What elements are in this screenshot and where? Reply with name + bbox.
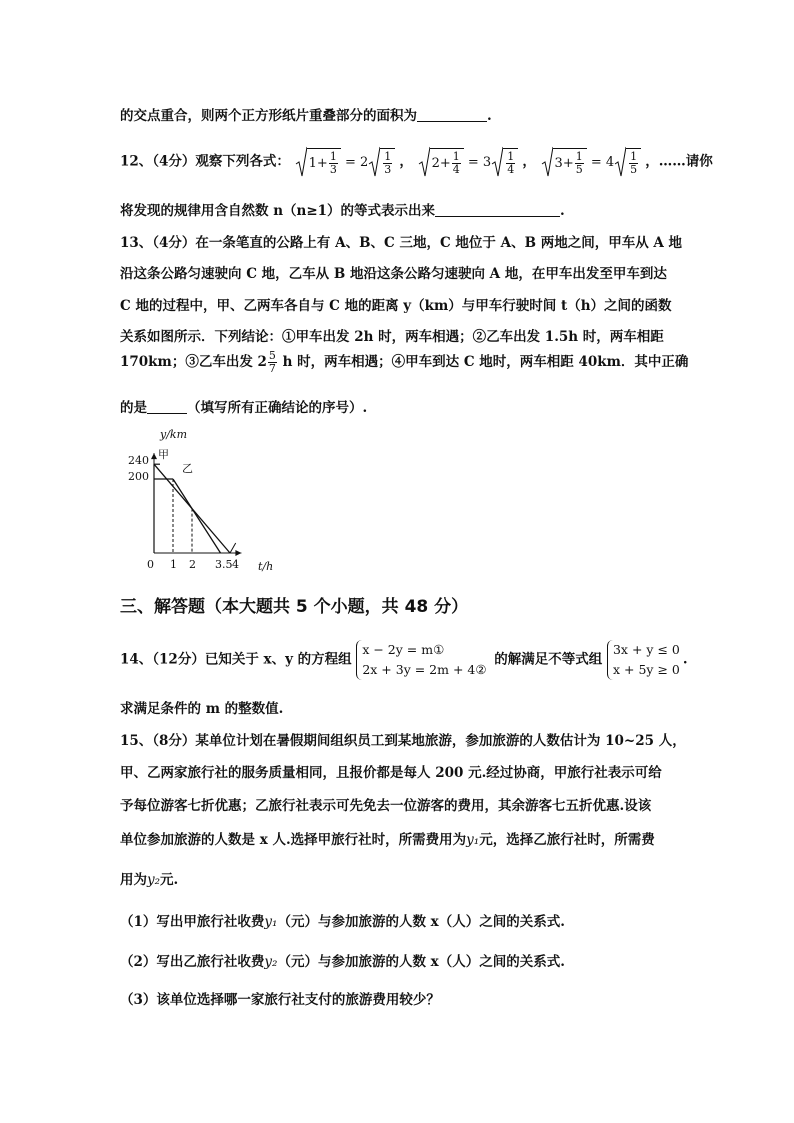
q11-tail-text: 的交点重合，则两个正方形纸片重叠部分的面积为 [120,108,417,124]
q13-line1: 13、（4分）在一条笔直的公路上有 A、B、C 三地，C 地位于 A、B 两地之间，甲车从 A 地 [120,235,683,251]
y-axis-arrow [151,453,157,459]
q11-answer-blank[interactable] [417,107,487,122]
q13-line2: 沿这条公路匀速驶向 C 地，乙车从 B 地沿这条公路匀速驶向 A 地，在甲车出发至甲车到达 [120,266,667,282]
line-extension [230,543,236,553]
q12-prefix: 12、（4分）观察下列各式： [120,153,290,170]
x-tick-2: 2 [189,558,196,571]
q15-line3: 予每位游客七折优惠；乙旅行社表示可先免去一位游客的费用，其余游客七五折优惠.设该 [120,798,652,814]
q13-line5: 170km；③乙车出发 2 $\frac{5}{7}$ h 时，两车相遇；④甲车到达 C 地时，两车相距 40km．其中正确 [120,349,689,375]
q11-tail-line: 的交点重合，则两个正方形纸片重叠部分的面积为 . [120,108,492,124]
q12-eq2: 2+ $\frac{1}{4}$ = 3 $\frac{1}{4}$ [418,155,523,170]
section-3-heading: 三、解答题（本大题共 5 个小题，共 48 分） [120,597,469,617]
q14-equation-system: x − 2y = m① 2x + 3y = 2m + 4② [356,640,489,680]
y-tick-200: 200 [128,470,149,483]
q15-line2: 甲、乙两家旅行社的服务质量相同，且报价都是每人 200 元.经过协商，甲旅行社表示可给 [120,765,662,781]
x-axis-label: t/h [258,560,274,573]
sqrt-sign [295,146,307,178]
q15-line1: 15、（8分）某单位计划在暑假期间组织员工到某地旅游，参加旅游的人数估计为 10~25 人， [120,733,686,749]
q12-eq1: 1+ $\frac{1}{3}$ = 2 $\frac{1}{3}$ [295,155,400,170]
x-tick-1: 1 [170,558,177,571]
q13-line6: 的是 （填写所有正确结论的序号）. [120,400,368,416]
q13-line4: 关系如图所示．下列结论：①甲车出发 2h 时，两车相遇；②乙车出发 1.5h 时，两车相距 [120,329,664,345]
q15-line5: 用为y₂元. [120,872,179,888]
q12-eq3: 3+ $\frac{1}{5}$ = 4 $\frac{1}{5}$ [541,155,646,170]
q14-line2: 求满足条件的 m 的整数值. [120,701,284,717]
x-tick-3.5: 3.5 [215,558,233,571]
q12-answer-blank[interactable] [435,202,560,217]
q13-graph [128,420,278,575]
series-1-segment-1 [173,479,221,553]
q13-answer-blank[interactable] [147,399,187,414]
y-tick-240: 240 [128,454,149,467]
q15-line4: 单位参加旅游的人数是 x 人.选择甲旅行社时，所需费用为y₁元，选择乙旅行社时，所需费 [120,832,655,848]
q14-inequality-system: 3x + y ≤ 0 x + 5y ≥ 0 [607,640,683,680]
x-tick-4: 4 [232,558,239,571]
x-axis-arrow [235,550,241,556]
q15-part2: （2）写出乙旅行社收费y₂（元）与参加旅游的人数 x（人）之间的关系式. [120,954,565,970]
q15-part3: （3）该单位选择哪一家旅行社支付的旅游费用较少？ [120,992,440,1008]
series-label-jia: 甲 [158,448,169,461]
q12-line1: 12、（4分）观察下列各式： 1+ $\frac{1}{3}$ = 2 $\frac{1}{3}$ ， 2+ $\frac{1}{4}$ = 3 $\frac{1}{4}$ ， 3+ $\frac{1}{5}$ = 4 $\frac{1}{5}$ ，……请你 [120,146,713,178]
q13-line3: C 地的过程中，甲、乙两车各自与 C 地的距离 y（km）与甲车行驶时间 t（h）之间的函数 [120,298,672,314]
q14-line1: 14、（12分）已知关于 x、y 的方程组 x − 2y = m① 2x + 3y = 2m + 4② 的解满足不等式组 3x + y ≤ 0 x + 5y ≥ 0 . [120,640,688,680]
y-axis-label: y/km [160,428,188,441]
series-label-yi: 乙 [182,462,193,475]
q12-line2: 将发现的规律用含自然数 n（n≥1）的等式表示出来 . [120,203,565,219]
x-tick-0: 0 [147,558,154,571]
q15-part1: （1）写出甲旅行社收费y₁（元）与参加旅游的人数 x（人）之间的关系式. [120,914,565,930]
